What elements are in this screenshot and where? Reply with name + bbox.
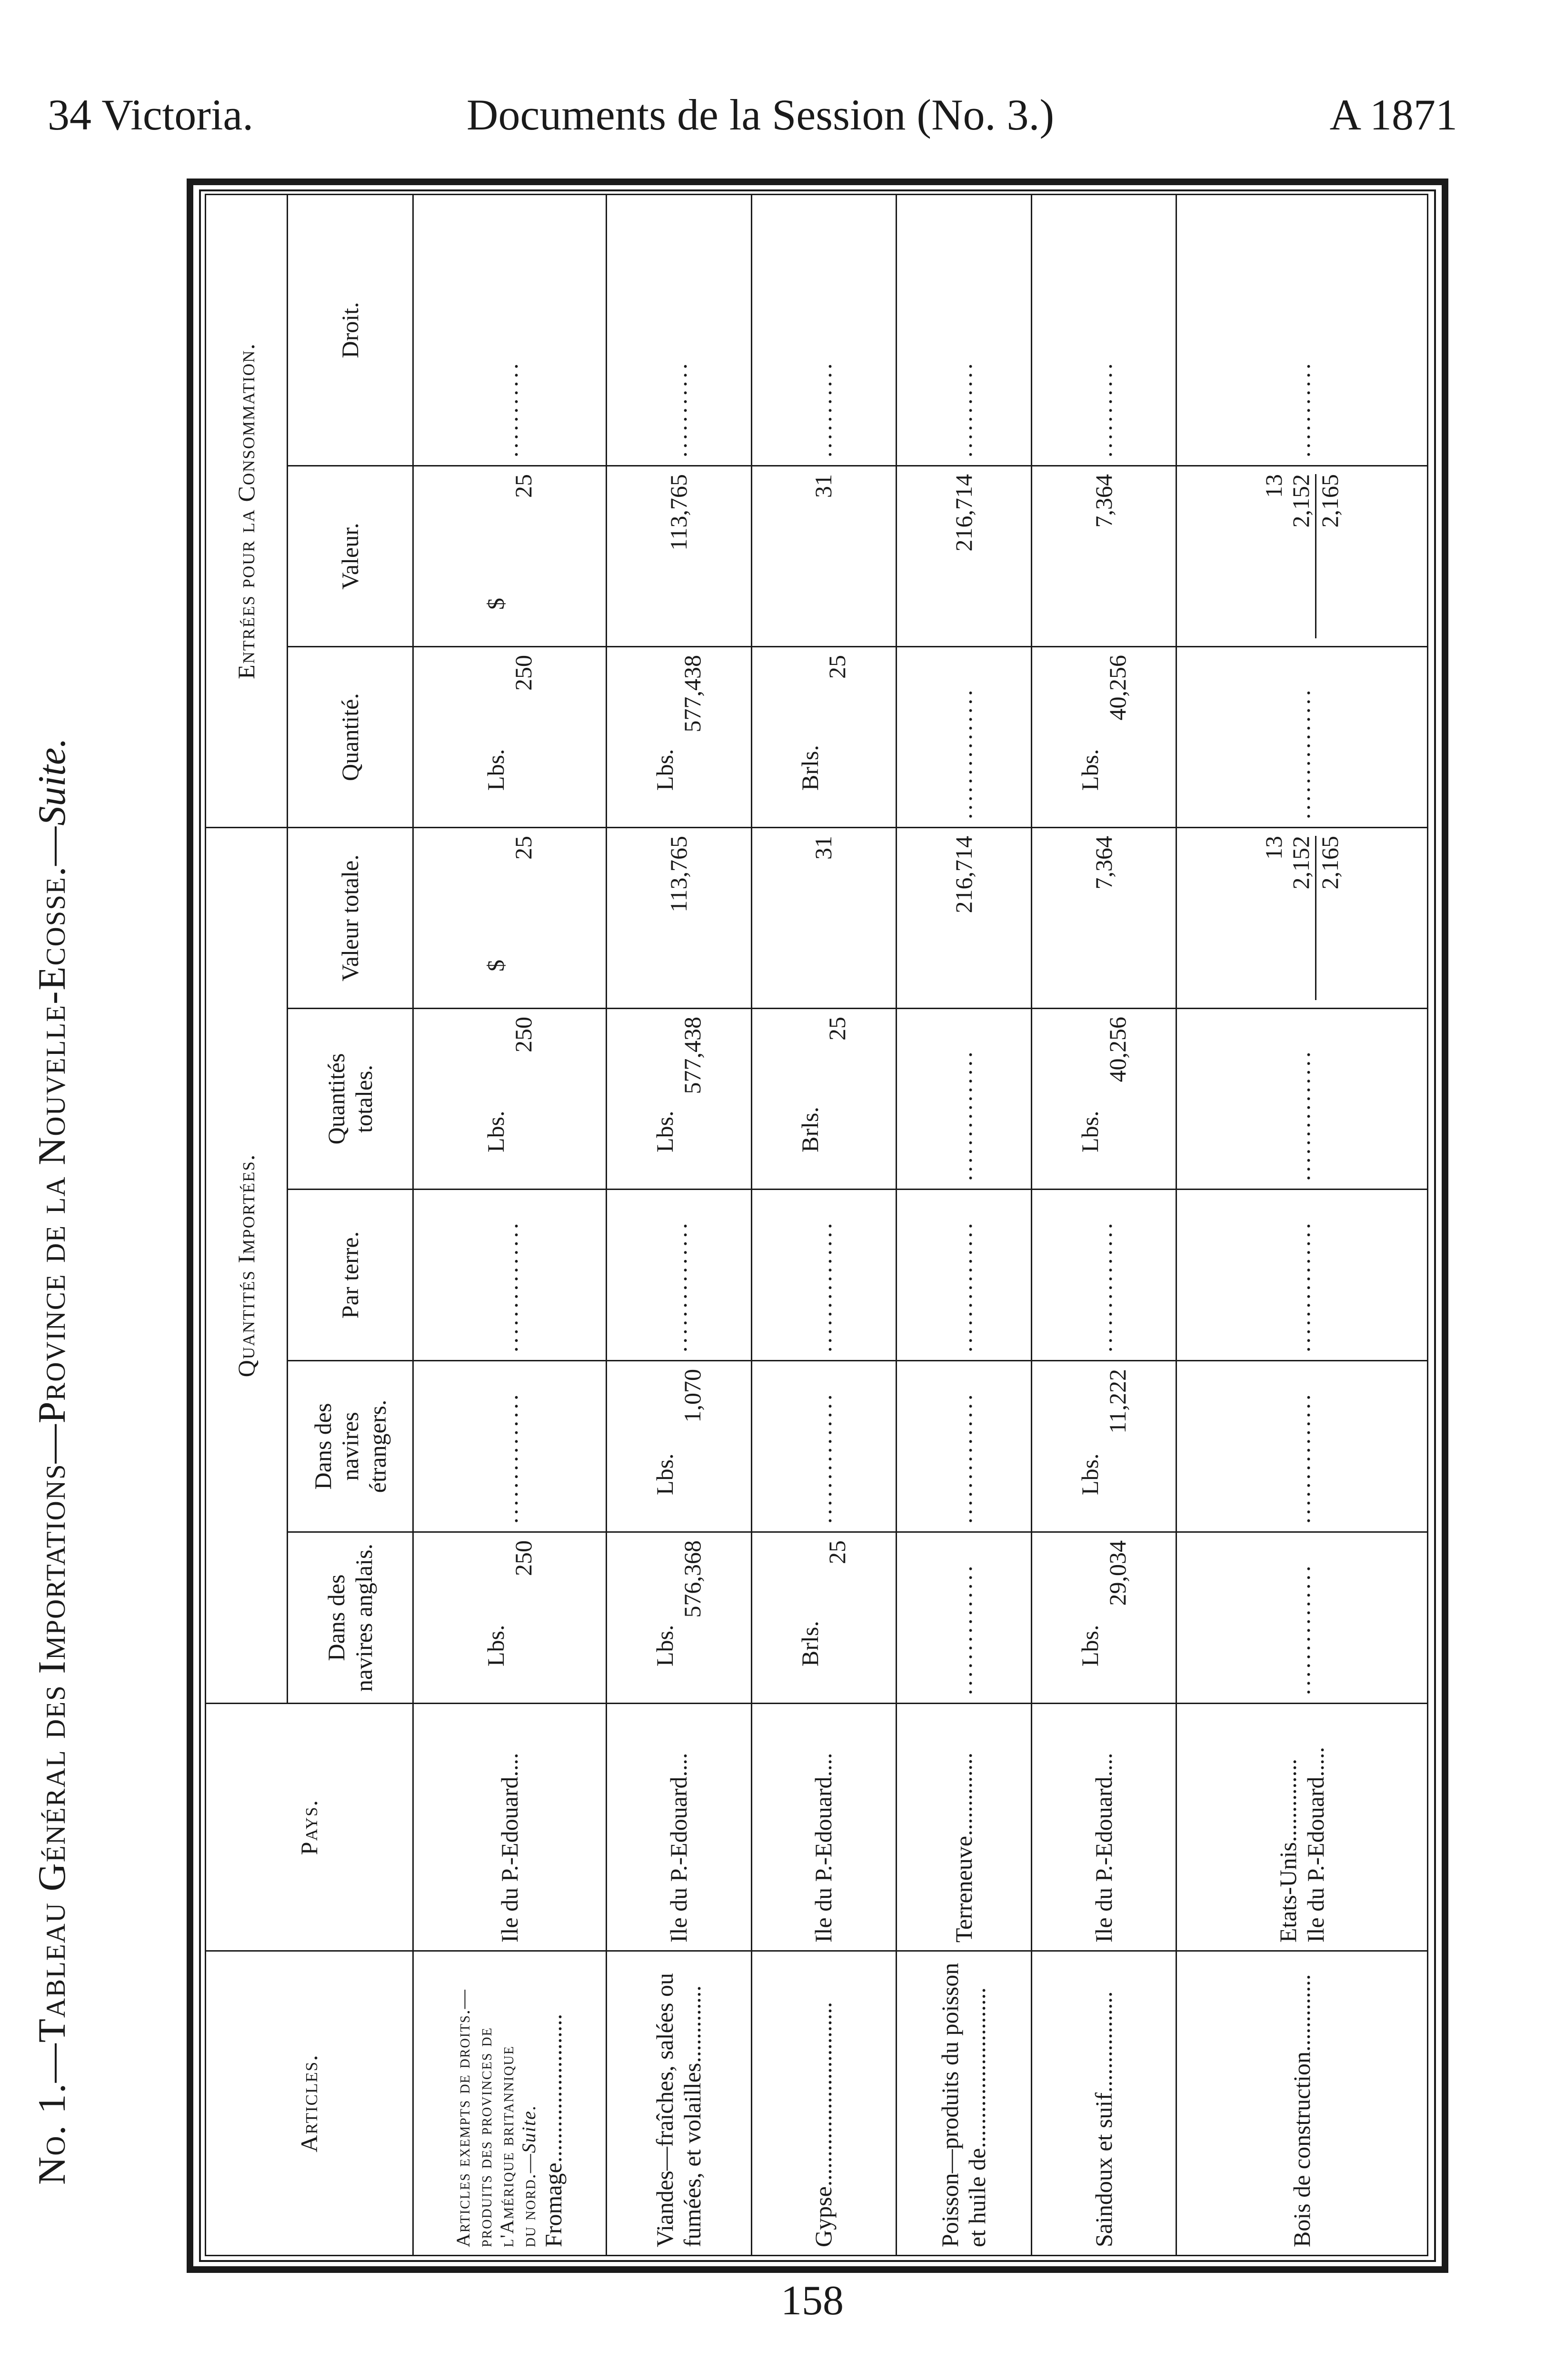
col-header-valeur: Valeur. xyxy=(288,466,413,646)
unit-label: Lbs. xyxy=(651,749,678,791)
table-row xyxy=(896,194,1031,2255)
cell-valeur-totale: 31 xyxy=(751,827,896,1008)
unit-label: Lbs. xyxy=(482,749,509,791)
table-header-row-1 xyxy=(206,194,288,2255)
cell-quantite: ............... xyxy=(896,646,1031,827)
section-heading-line: l'Amérique britannique xyxy=(496,2045,518,2247)
unit-label: Lbs. xyxy=(482,1111,509,1152)
cell-navires-etrangers: ............... xyxy=(896,1361,1031,1532)
page-title xyxy=(29,424,75,2185)
cell-quantite xyxy=(607,646,751,827)
header-document-title: Documents de la Session (No. 3.) xyxy=(467,90,1055,139)
value: 1,070 xyxy=(678,1369,706,1423)
value: 29,034 xyxy=(1104,1540,1131,1606)
unit-label: Brls. xyxy=(796,1107,823,1152)
value: 11,222 xyxy=(1104,1369,1131,1434)
cell-quantite xyxy=(751,646,896,827)
cell-droit: ........... xyxy=(751,194,896,466)
col-header-navires-etrangers: Dans des navires étrangers. xyxy=(288,1361,413,1532)
cell-navires-etrangers xyxy=(1031,1361,1176,1532)
unit-label: Lbs. xyxy=(651,1453,678,1495)
table-row xyxy=(607,194,751,2255)
section-heading-line: Articles exempts de droits.— xyxy=(452,1989,474,2247)
value: 250 xyxy=(509,1017,537,1052)
value: 25 xyxy=(824,654,851,679)
unit-label: Brls. xyxy=(796,1621,823,1666)
unit-label: Lbs. xyxy=(1077,1453,1104,1495)
cell-pays: Ile du P.-Edouard.... xyxy=(413,1704,607,1951)
cell-navires-anglais xyxy=(413,1532,607,1704)
cell-par-terre: ............... xyxy=(1176,1190,1428,1361)
page-title-main: No. 1.—Tableau Général des Importations—Province de la Nouvelle-Ecosse.— xyxy=(30,825,73,2185)
unit-label: Lbs. xyxy=(651,1625,678,1666)
cell-droit: ........... xyxy=(896,194,1031,466)
cell-navires-anglais: ............... xyxy=(1176,1532,1428,1704)
value: 576,368 xyxy=(678,1540,706,1618)
col-header-droit: Droit. xyxy=(288,194,413,466)
cell-quantites-totales xyxy=(1031,1009,1176,1190)
value-total: 2,165 xyxy=(1315,474,1344,638)
cell-valeur xyxy=(1176,466,1428,646)
unit-label: Lbs. xyxy=(1077,749,1104,791)
table-row xyxy=(413,194,607,2255)
article-label: Fromage......................... xyxy=(539,2013,567,2247)
cell-par-terre: ............... xyxy=(607,1190,751,1361)
cell-pays: Ile du P.-Edouard.... xyxy=(751,1704,896,1951)
group-header-quantites-importees: Quantités Importées. xyxy=(206,827,288,1703)
col-header-par-terre: Par terre. xyxy=(288,1190,413,1361)
col-header-pays: Pays. xyxy=(206,1704,413,1951)
section-heading-line: du nord.— xyxy=(518,2153,539,2247)
value: 25 xyxy=(509,474,537,498)
cell-valeur: 31 xyxy=(751,466,896,646)
cell-navires-anglais: ............... xyxy=(896,1532,1031,1704)
cell-par-terre: ............... xyxy=(896,1190,1031,1361)
section-heading-line: produits des provinces de xyxy=(474,2027,496,2247)
cell-quantites-totales: ............... xyxy=(1176,1009,1428,1190)
value: 40,256 xyxy=(1104,1017,1131,1082)
value: 577,438 xyxy=(678,654,706,733)
value: 25 xyxy=(824,1017,851,1041)
cell-valeur-totale: 216,714 xyxy=(896,827,1031,1008)
cell-valeur: 216,714 xyxy=(896,466,1031,646)
unit-label: $ xyxy=(482,597,509,610)
cell-droit: ........... xyxy=(1031,194,1176,466)
cell-valeur xyxy=(413,466,607,646)
cell-navires-etrangers: ............... xyxy=(751,1361,896,1532)
unit-label: Lbs. xyxy=(1077,1111,1104,1152)
table-row xyxy=(751,194,896,2255)
col-header-articles: Articles. xyxy=(206,1951,413,2256)
cell-pays: Ile du P.-Edouard.... xyxy=(607,1704,751,1951)
section-heading xyxy=(452,1959,540,2247)
cell-droit: ........... xyxy=(607,194,751,466)
col-header-quantite: Quantité. xyxy=(288,646,413,827)
value: 40,256 xyxy=(1104,654,1131,721)
cell-article: Saindoux et suif................. xyxy=(1031,1951,1176,2256)
unit-label: Brls. xyxy=(796,745,823,791)
table-row xyxy=(1031,194,1176,2255)
cell-valeur: 113,765 xyxy=(607,466,751,646)
cell-navires-etrangers: ............... xyxy=(413,1361,607,1532)
cell-quantites-totales: ............... xyxy=(896,1009,1031,1190)
unit-label: Lbs. xyxy=(651,1111,678,1152)
cell-par-terre: ............... xyxy=(1031,1190,1176,1361)
imports-table-wrapper xyxy=(205,195,1428,2256)
cell-pays xyxy=(1176,1704,1428,1951)
cell-par-terre: ............... xyxy=(413,1190,607,1361)
cell-article: Bois de construction............. xyxy=(1176,1951,1428,2256)
value-line: 2,152 xyxy=(1287,835,1315,890)
value: 577,438 xyxy=(678,1017,706,1094)
cell-valeur-totale xyxy=(413,827,607,1008)
col-header-valeur-totale: Valeur totale. xyxy=(288,827,413,1008)
cell-quantite xyxy=(413,646,607,827)
cell-pays: Terreneuve.............. xyxy=(896,1704,1031,1951)
cell-quantites-totales xyxy=(751,1009,896,1190)
cell-navires-anglais xyxy=(751,1532,896,1704)
cell-navires-etrangers xyxy=(607,1361,751,1532)
header-session-year: 34 Victoria. xyxy=(48,90,254,139)
unit-label: Lbs. xyxy=(482,1625,509,1666)
imports-table xyxy=(205,194,1428,2256)
value: 25 xyxy=(824,1540,851,1564)
unit-label: Lbs. xyxy=(1077,1625,1104,1666)
cell-article: Viandes—fraîches, salées ou fumées, et volailles............. xyxy=(607,1951,751,2256)
group-header-entrees-consommation: Entrées pour la Consommation. xyxy=(206,194,288,827)
cell-valeur-totale: 113,765 xyxy=(607,827,751,1008)
pays-line: Etats-Unis.............. xyxy=(1275,1758,1302,1943)
table-row xyxy=(1176,194,1428,2255)
page-number: 158 xyxy=(781,2278,844,2324)
cell-article xyxy=(413,1951,607,2256)
col-header-quantites-totales: Quantités totales. xyxy=(288,1009,413,1190)
cell-article: Poisson—produits du poisson et huile de........................... xyxy=(896,1951,1031,2256)
cell-navires-anglais xyxy=(1031,1532,1176,1704)
cell-droit: ........... xyxy=(1176,194,1428,466)
cell-par-terre: ............... xyxy=(751,1190,896,1361)
pays-line: Ile du P.-Edouard..... xyxy=(1302,1746,1329,1943)
cell-navires-anglais xyxy=(607,1532,751,1704)
cell-pays: Ile du P.-Edouard.... xyxy=(1031,1704,1176,1951)
cell-quantites-totales xyxy=(607,1009,751,1190)
col-header-navires-anglais: Dans des navires anglais. xyxy=(288,1532,413,1704)
cell-valeur-totale xyxy=(1176,827,1428,1008)
value-line: 2,152 xyxy=(1287,474,1315,528)
cell-valeur: 7,364 xyxy=(1031,466,1176,646)
cell-article: Gypse............................... xyxy=(751,1951,896,2256)
cell-navires-etrangers: ............... xyxy=(1176,1361,1428,1532)
cell-quantite xyxy=(1031,646,1176,827)
page-title-suffix: Suite. xyxy=(30,738,73,826)
value: 250 xyxy=(509,1540,537,1576)
cell-valeur-totale: 7,364 xyxy=(1031,827,1176,1008)
section-heading-suite: Suite. xyxy=(518,2104,539,2153)
value-total: 2,165 xyxy=(1315,836,1344,1000)
value-line: 13 xyxy=(1260,474,1287,498)
cell-quantites-totales xyxy=(413,1009,607,1190)
cell-quantite: ............... xyxy=(1176,646,1428,827)
cell-droit: ........... xyxy=(413,194,607,466)
value: 250 xyxy=(509,654,537,691)
header-year-code: A 1871 xyxy=(1329,90,1457,139)
unit-label: $ xyxy=(482,960,509,972)
value-line: 13 xyxy=(1260,835,1287,860)
value: 25 xyxy=(509,835,537,860)
